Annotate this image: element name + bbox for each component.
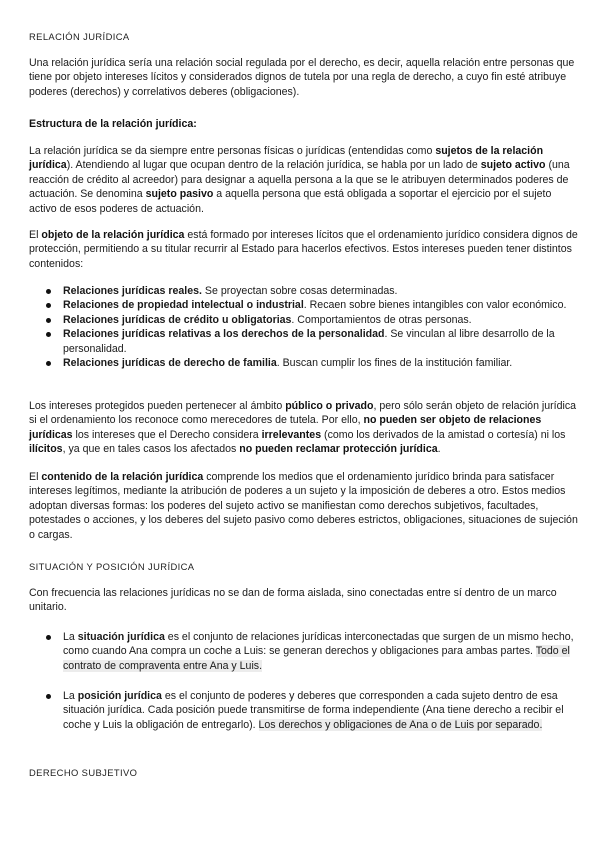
estructura-heading [29,117,579,131]
sujetos-t2: ). Atendiendo al lugar que ocupan dentro de la relación jurídica, se habla por un lado de [66,159,481,172]
list-item-posicion [29,689,579,732]
estructura-heading-text: Estructura de la relación jurídica: [29,118,197,130]
situacion-t2: es el conjunto de relaciones jurídicas interconectadas que surgen de un mismo hecho, como cuando Ana compra un coche a Luis: se generan derechos y obligaciones para ambas partes. [63,631,574,658]
intereses-paragraph [29,399,579,457]
sujetos-b1: sujetos de la relación jurídica [29,145,544,172]
intereses-b5: no pueden reclamar protección jurídica [239,443,438,456]
list-item-bold: Relaciones de propiedad intelectual o industrial [63,299,304,312]
list-item-bold: Relaciones jurídicas de derecho de familia [63,357,277,370]
list-item [29,298,579,312]
intereses-t5: , ya que en tales casos los afectados [62,443,240,456]
list-item-text: Se proyectan sobre cosas determinadas. [201,285,398,297]
intereses-t2: , pero sólo serán objeto de relación jurídica si el ordenamiento los reconoce como merecedores de tutela. Por ello, [29,400,577,427]
intereses-t3: los intereses que el Derecho considera [72,428,262,441]
intereses-b3: irrelevantes [261,428,322,441]
sujetos-paragraph [29,144,579,216]
contenido-t1: El [29,471,42,483]
posicion-highlight: Los derechos y obligaciones de Ana o de Luis por separado. [258,718,543,731]
sujetos-t4: a aquella persona que está obligada a soportar el ejercicio por el sujeto activo de esos poderes de actuación. [29,188,552,215]
section-title-relacion: RELACIÓN JURÍDICA [29,31,130,42]
situacion-b1: situación jurídica [77,631,165,643]
intereses-t4: (como los derivados de la amistad o cortesía) ni los [321,428,566,441]
list-item [29,313,579,327]
list-item [29,356,579,370]
list-item-text: . Recaen sobre bienes intangibles con valor económico. [303,299,567,312]
list-item [29,327,579,356]
sujetos-t1: La relación jurídica se da siempre entre personas físicas o jurídicas (entendidas como [29,145,436,157]
contenidos-list [29,284,579,370]
posicion-list [29,689,579,732]
posicion-t2: es el conjunto de poderes y deberes que corresponden a cada sujeto dentro de esa situación jurídica. Cada posición puede transmitirse de forma independiente (Ana tiene derecho a recibir el coche y Luis la obligación de entregarlo). [63,690,564,731]
objeto-t1: El [29,229,42,241]
sujetos-t3: (una reacción de crédito al acreedor) para designar a aquella persona a la que se le atribuyen determinados poderes de actuación. Se denomina [29,159,570,201]
intro-paragraph: Una relación jurídica sería una relación social regulada por el derecho, es decir, aquella relación entre personas que tiene por objeto intereses lícitos y considerados dignos de tutela por una regla de derecho, a cuyo fin esté atribuye poderes (derechos) y correlativos deberes (obligaciones). [29,57,575,98]
contenido-t2: comprende los medios que el ordenamiento jurídico brinda para satisfacer intereses legítimos, mediante la atribución de poderes a un sujeto y la imposición de deberes a otro. Estos medios adoptan diversas formas: los poderes del sujeto activo se manifiestan como derechos subjetivos, facultades, potestades o acciones, y los deberes del sujeto pasivo como deberes estrictos, obligaciones, situaciones de sujeción o cargas. [29,471,578,541]
list-item-text: . Se vinculan al libre desarrollo de la personalidad. [63,328,555,355]
intereses-b1: público o privado [285,400,374,412]
objeto-paragraph [29,228,579,271]
contenido-b1: contenido de la relación jurídica [41,471,204,483]
situacion-list [29,630,579,673]
list-item-text: . Buscan cumplir los fines de la institución familiar. [276,357,513,370]
list-item-bold: Relaciones jurídicas reales. [63,285,202,297]
list-item-situacion [29,630,579,673]
list-item-text: . Comportamientos de otras personas. [291,313,472,326]
intereses-b4: ilícitos [29,443,63,456]
posicion-b1: posición jurídica [77,690,162,702]
list-item-bold: Relaciones jurídicas de crédito u obligatorias [63,313,292,326]
objeto-t2: está formado por intereses lícitos que el ordenamiento jurídico considera dignos de protección, permitiendo a su titular recurrir al Estado para hacerlos efectivos. Estos intereses pueden tener distintos contenidos: [29,229,578,270]
list-item [29,284,579,298]
sujetos-b2: sujeto activo [480,159,546,172]
objeto-b1: objeto de la relación jurídica [41,229,185,241]
posicion-t1: La [63,690,78,702]
situacion-intro: Con frecuencia las relaciones jurídicas no se dan de forma aislada, sino conectadas entre sí dentro de un marco unitario. [29,587,557,614]
situacion-t1: La [63,631,78,643]
section-title-derecho: DERECHO SUBJETIVO [29,767,138,778]
section-title-situacion: SITUACIÓN Y POSICIÓN JURÍDICA [29,561,195,572]
contenido-paragraph [29,470,579,542]
intereses-t1: Los intereses protegidos pueden pertenecer al ámbito [29,400,286,412]
intereses-b2: no pueden ser objeto de relaciones jurídicas [29,414,542,441]
sujetos-b3: sujeto pasivo [145,188,214,201]
list-item-bold: Relaciones jurídicas relativas a los derechos de la personalidad [63,328,385,341]
situacion-highlight: Todo el contrato de compraventa entre Ana y Luis. [63,645,570,672]
intereses-t6: . [437,443,441,456]
